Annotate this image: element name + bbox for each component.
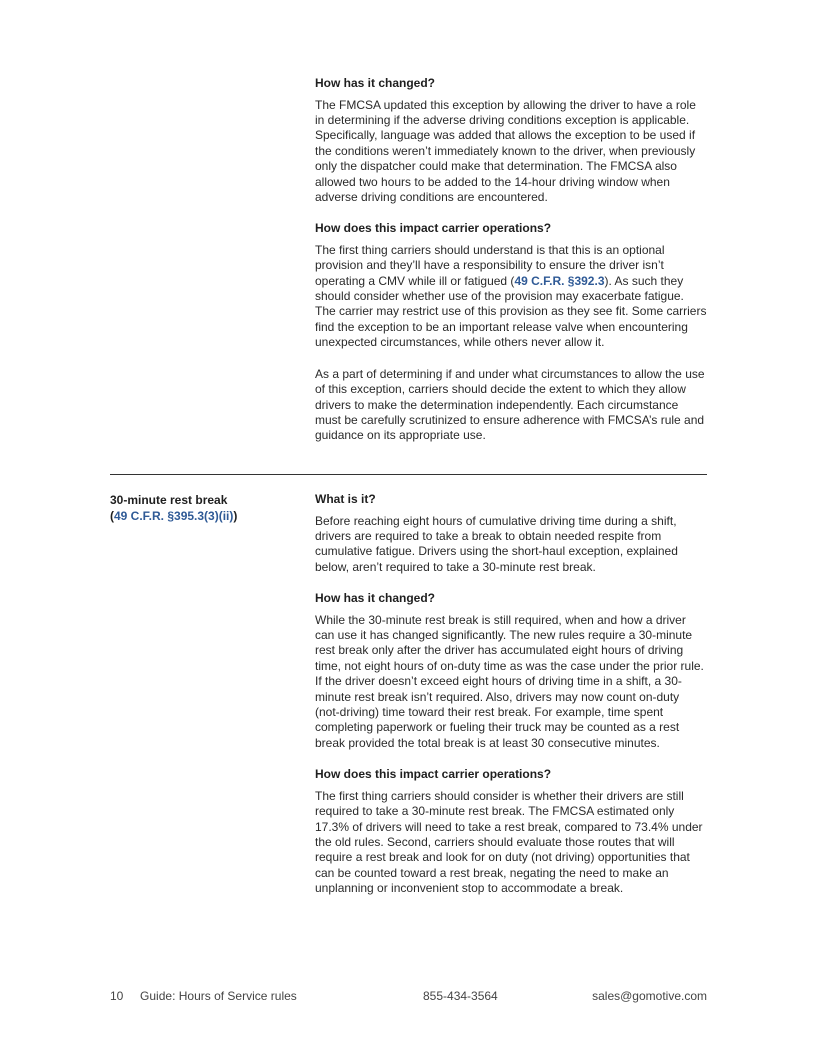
footer-left [110, 989, 297, 1004]
guide-title: Guide: Hours of Service rules [140, 989, 297, 1003]
paragraph [315, 243, 707, 351]
what-block [315, 492, 707, 575]
footer-email[interactable]: sales@gomotive.com [592, 989, 707, 1003]
side-title: 30-minute rest break [110, 493, 228, 507]
section-adverse-conditions [315, 76, 707, 460]
paren-close: ) [233, 509, 238, 523]
page-number: 10 [110, 989, 124, 1003]
paragraph: While the 30-minute rest break is still required, when and how a driver can use it has changed significantly. The new rules require a 30-minute rest break only after the driver has accumulated eight hours of driving time, not eight hours of on-duty time as was the case under the prior rule. If the driver doesn’t exceed eight hours of driving time in a shift, a 30-minute rest break isn’t required. Also, drivers may now count on-duty (not-driving) time toward their rest break. For example, time spent completing paperwork or fueling their truck may be counted as a rest break provided the total break is at least 30 consecutive minutes. [315, 612, 704, 750]
regulation-link[interactable]: 49 C.F.R. §395.3(3)(ii) [114, 509, 234, 523]
section-label [110, 492, 300, 524]
section-rest-break [315, 492, 707, 913]
paragraph-text: The first thing carriers should understand is that this is an optional provision and they’ll have a responsibility to ensure the driver isn’t operating a CMV while ill or fatigued ( [315, 242, 665, 288]
impact-block [315, 221, 707, 350]
regulation-link[interactable]: 49 C.F.R. §392.3 [514, 273, 605, 288]
section-heading: How has it changed? [315, 76, 436, 90]
section-heading: How has it changed? [315, 591, 436, 606]
side-citation [110, 508, 300, 524]
paragraph: Before reaching eight hours of cumulative driving time during a shift, drivers are required to take a break to obtain needed respite from cumulative fatigue. Drivers using the short-haul exception, explained below, aren’t required to take a 30-minute rest break. [315, 513, 678, 574]
footer-phone[interactable]: 855-434-3564 [423, 989, 498, 1003]
impact-block [315, 767, 707, 896]
section-heading: How does this impact carrier operations? [315, 767, 552, 782]
changed-block [315, 591, 707, 751]
paren-open: ( [110, 509, 114, 523]
changed-block [315, 76, 707, 205]
paragraph: As a part of determining if and under what circumstances to allow the use of this exception, carriers should decide the extent to which they allow drivers to make the determination independently. Each circumstance must be carefully scrutinized to ensure adherence with FMCSA’s rule and guidance on its appropriate use. [315, 366, 705, 443]
paragraph-text: ). As such they should consider whether use of the provision may exacerbate fatigue. The carrier may restrict use of this provision as they see fit. Some carriers find the exception to be an important release valve when encountering unexpected circumstances, while others never allow it. [315, 273, 707, 350]
section-divider [110, 474, 707, 475]
section-heading: How does this impact carrier operations? [315, 221, 552, 236]
impact-block-2 [315, 367, 707, 444]
section-heading: What is it? [315, 492, 376, 506]
paragraph: The first thing carriers should consider is whether their drivers are still required to take a 30-minute rest break. The FMCSA estimated only 17.3% of drivers will need to take a rest break, compared to 73.4% under the old rules. Second, carriers should evaluate those routes that will require a rest break and look for on duty (not driving) opportunities that can be counted toward a rest break, negating the need to make an unplanning or inconvenient stop to accommodate a break. [315, 788, 703, 896]
paragraph: The FMCSA updated this exception by allowing the driver to have a role in determining if the adverse driving conditions exception is applicable. Specifically, language was added that allows the exception to be used if the conditions weren’t immediately known to the driver, when previously only the dispatcher could make that determination. The FMCSA also allowed two hours to be added to the 14-hour driving window when adverse driving conditions are encountered. [315, 97, 696, 204]
